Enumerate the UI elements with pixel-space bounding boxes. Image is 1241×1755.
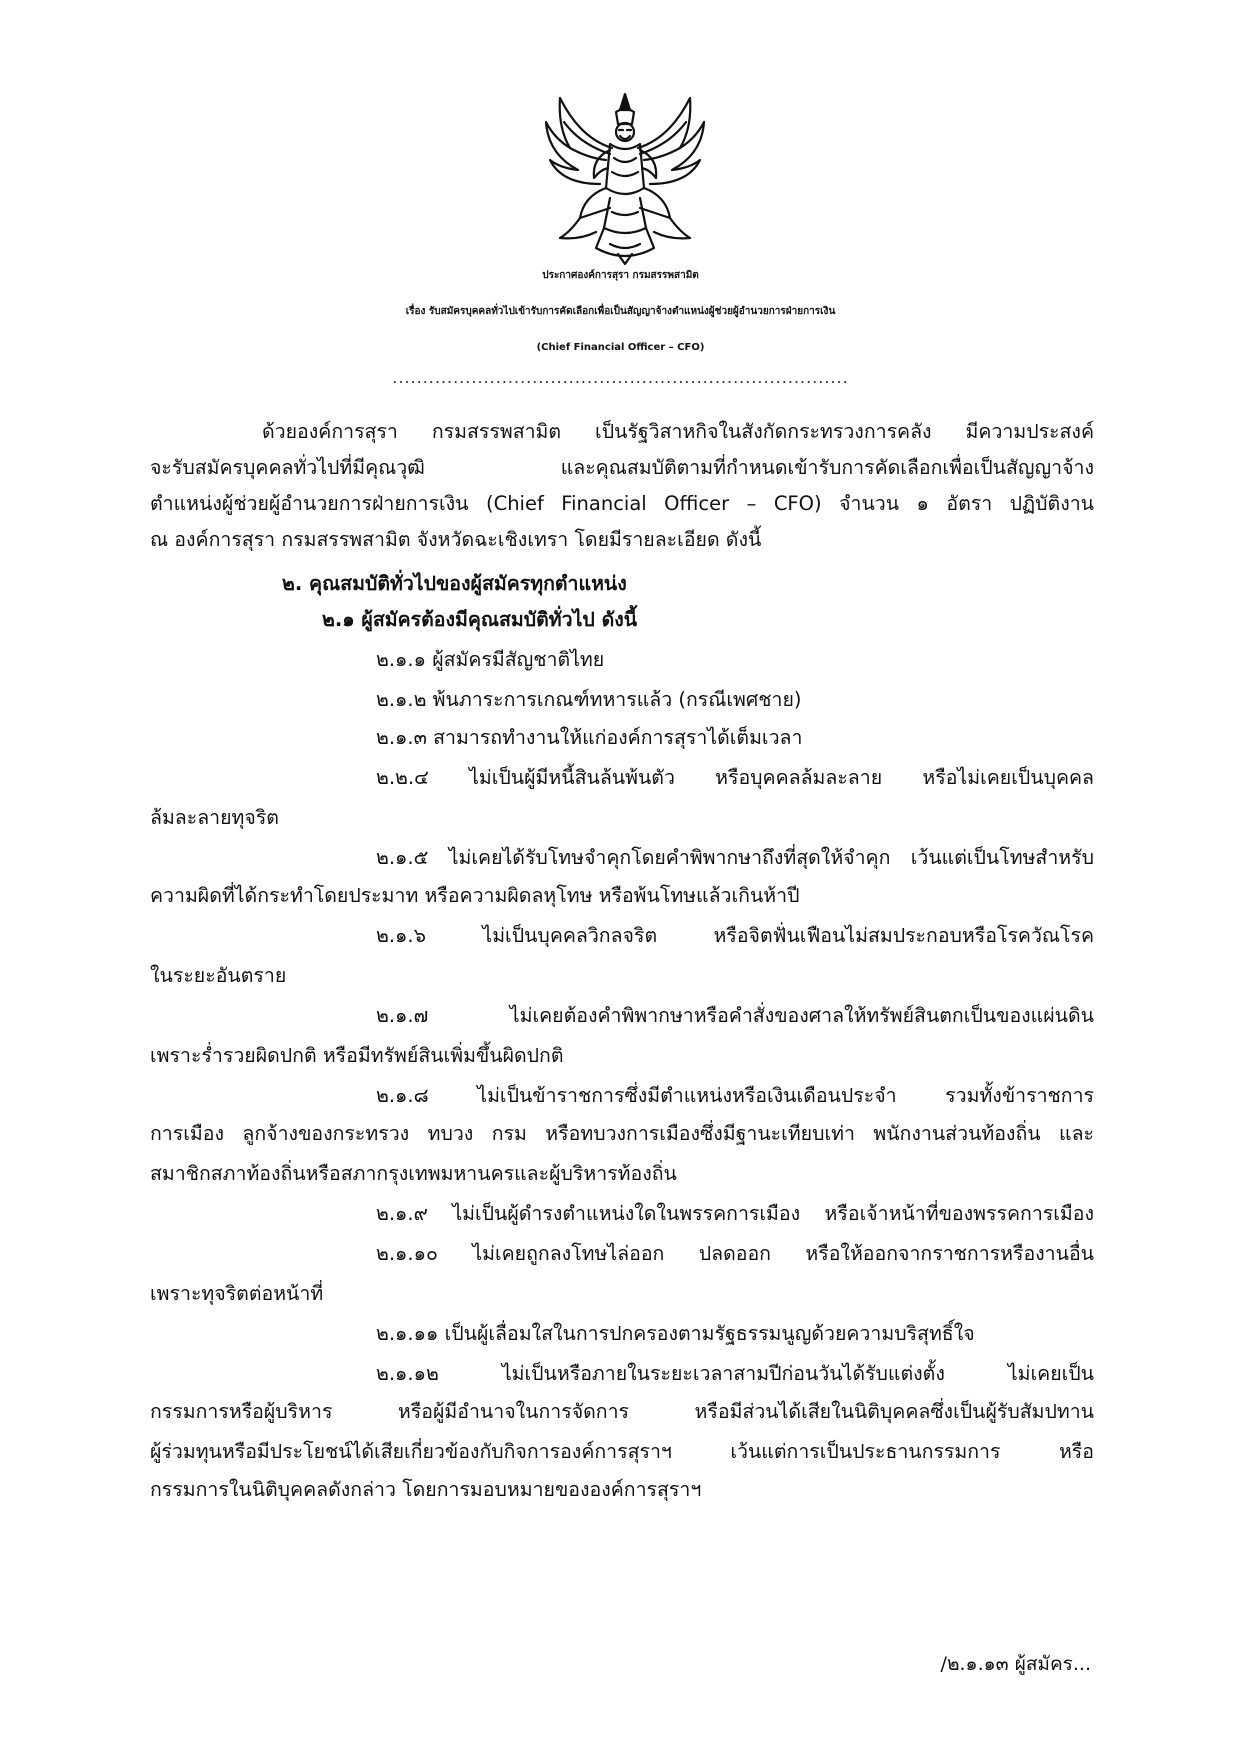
intro-line-2: จะรับสมัครบุคคลทั่วไปที่มีคุณวุฒิ และคุณสมบัติตามที่กำหนดเข้ารับการคัดเลือกเพื่อเป็นสัญญาจ้าง xyxy=(150,456,1094,479)
item-2-1-11: ๒.๑.๑๑ เป็นผู้เลื่อมใสในการปกครองตามรัฐธรรมนูญด้วยความบริสุทธิ์ใจ xyxy=(376,1322,975,1345)
item-2-1-12-line-2: กรรมการหรือผู้บริหาร หรือผู้มีอำนาจในการจัดการ หรือมีส่วนได้เสียในนิติบุคคลซึ่งเป็นผู้รับสัมปทาน xyxy=(150,1400,1094,1423)
item-2-1-8-line-2: การเมือง ลูกจ้างของกระทรวง ทบวง กรม หรือทบวงการเมืองซึ่งมีฐานะเทียบเท่า พนักงานส่วนท้องถิ่น และ xyxy=(150,1122,1094,1145)
continuation-footer: /๒.๑.๑๓ ผู้สมัคร... xyxy=(940,1653,1091,1675)
item-2-1-2: ๒.๑.๒ พ้นภาระการเกณฑ์ทหารแล้ว (กรณีเพศชาย) xyxy=(376,688,802,711)
item-2-1-1: ๒.๑.๑ ผู้สมัครมีสัญชาติไทย xyxy=(376,648,605,671)
announcement-title: ประกาศองค์การสุรา กรมสรรพสามิต xyxy=(542,270,699,281)
item-2-1-4-line-2: ล้มละลายทุจริต xyxy=(150,806,279,829)
item-2-1-5-line-1: ๒.๑.๕ ไม่เคยได้รับโทษจำคุกโดยคำพิพากษาถึงที่สุดให้จำคุก เว้นแต่เป็นโทษสำหรับ xyxy=(376,846,1094,869)
intro-line-1: ด้วยองค์การสุรา กรมสรรพสามิต เป็นรัฐวิสาหกิจในสังกัดกระทรวงการคลัง มีความประสงค์ xyxy=(262,420,1094,443)
announcement-subject-english: (Chief Financial Officer – CFO) xyxy=(536,342,705,353)
separator-line: ........................................................................... xyxy=(392,368,849,387)
item-2-1-6-line-1: ๒.๑.๖ ไม่เป็นบุคคลวิกลจริต หรือจิตฟั่นเฟือนไม่สมประกอบหรือโรควัณโรค xyxy=(376,924,1094,947)
item-2-1-8-line-1: ๒.๑.๘ ไม่เป็นข้าราชการซึ่งมีตำแหน่งหรือเงินเดือนประจำ รวมทั้งข้าราชการ xyxy=(376,1084,1094,1107)
item-2-1-9: ๒.๑.๙ ไม่เป็นผู้ดำรงตำแหน่งใดในพรรคการเมือง หรือเจ้าหน้าที่ของพรรคการเมือง xyxy=(376,1202,1094,1225)
item-2-1-10-line-2: เพราะทุจริตต่อหน้าที่ xyxy=(150,1282,324,1305)
item-2-1-3: ๒.๑.๓ สามารถทำงานให้แก่องค์การสุราได้เต็มเวลา xyxy=(376,726,803,749)
section-2-1-heading: ๒.๑ ผู้สมัครต้องมีคุณสมบัติทั่วไป ดังนี้ xyxy=(322,608,638,631)
item-2-1-12-line-1: ๒.๑.๑๒ ไม่เป็นหรือภายในระยะเวลาสามปีก่อนวันได้รับแต่งตั้ง ไม่เคยเป็น xyxy=(376,1362,1094,1385)
item-2-1-10-line-1: ๒.๑.๑๐ ไม่เคยถูกลงโทษไล่ออก ปลดออก หรือให้ออกจากราชการหรืองานอื่น xyxy=(376,1242,1094,1265)
intro-line-4: ณ องค์การสุรา กรมสรรพสามิต จังหวัดฉะเชิงเทรา โดยมีรายละเอียด ดังนี้ xyxy=(150,528,762,551)
item-2-1-7-line-1: ๒.๑.๗ ไม่เคยต้องคำพิพากษาหรือคำสั่งของศาลให้ทรัพย์สินตกเป็นของแผ่นดิน xyxy=(376,1004,1094,1027)
item-2-1-4-line-1: ๒.๒.๔ ไม่เป็นผู้มีหนี้สินล้นพ้นตัว หรือบุคคลล้มละลาย หรือไม่เคยเป็นบุคคล xyxy=(376,766,1094,789)
garuda-emblem-icon xyxy=(540,88,710,266)
section-2-heading: ๒. คุณสมบัติทั่วไปของผู้สมัครทุกตำแหน่ง xyxy=(282,572,627,595)
item-2-1-8-line-3: สมาชิกสภาท้องถิ่นหรือสภากรุงเทพมหานครและผู้บริหารท้องถิ่น xyxy=(150,1162,677,1185)
item-2-1-6-line-2: ในระยะอันตราย xyxy=(150,964,287,987)
item-2-1-12-line-3: ผู้ร่วมทุนหรือมีประโยชน์ได้เสียเกี่ยวข้องกับกิจการองค์การสุราฯ เว้นแต่การเป็นประธานกรรมการ หรือ xyxy=(150,1440,1094,1463)
item-2-1-5-line-2: ความผิดที่ได้กระทำโดยประมาท หรือความผิดลหุโทษ หรือพ้นโทษแล้วเกินห้าปี xyxy=(150,884,800,907)
item-2-1-7-line-2: เพราะร่ำรวยผิดปกติ หรือมีทรัพย์สินเพิ่มขึ้นผิดปกติ xyxy=(150,1044,564,1067)
intro-line-3: ตำแหน่งผู้ช่วยผู้อำนวยการฝ่ายการเงิน (Chief Financial Officer – CFO) จำนวน ๑ อัตรา ปฏิบัติงาน xyxy=(150,492,1094,515)
item-2-1-12-line-4: กรรมการในนิติบุคคลดังกล่าว โดยการมอบหมายขององค์การสุราฯ xyxy=(150,1478,702,1501)
announcement-subject: เรื่อง รับสมัครบุคคลทั่วไปเข้ารับการคัดเลือกเพื่อเป็นสัญญาจ้างตำแหน่งผู้ช่วยผู้อำนวยการฝ่ายการเงิน xyxy=(405,306,836,317)
